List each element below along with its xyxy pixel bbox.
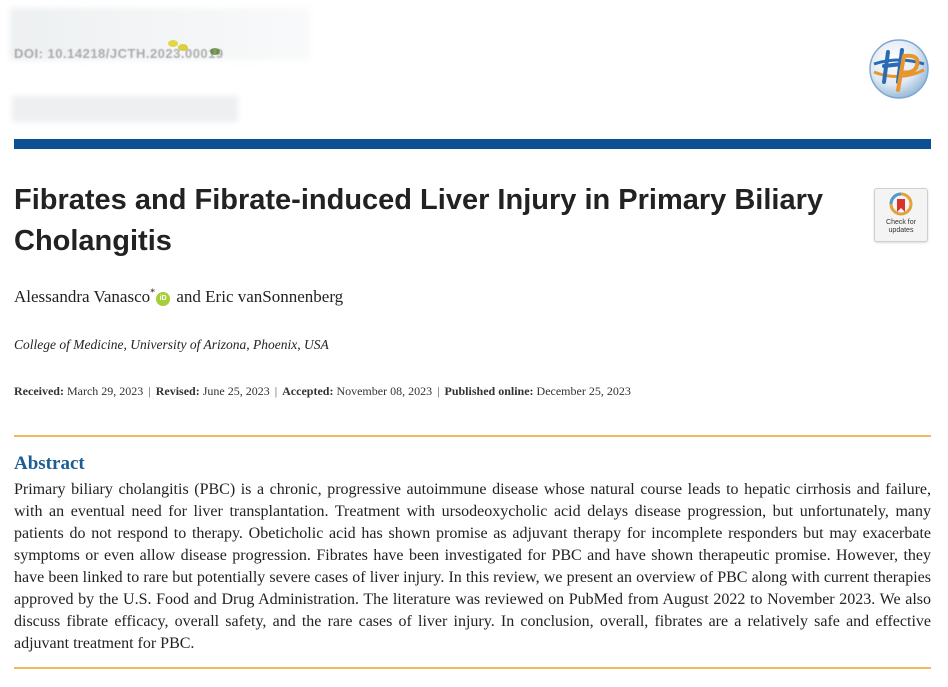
abstract-text: Primary biliary cholangitis (PBC) is a chronic, progressive autoimmune disease whose natural course leads to hepatic cirrhosis and failure, with an eventual need for liver transplantation. Treatment with ursodeoxycholic acid delays disease progression, but unfortunately, many patients do not respond to therapy. Obeticholic acid has shown promise as adjuvant therapy for incomplete responders but may exacerbate symptoms or even allow disease progression. Fibrates have been investigated for PBC and have shown therapeutic promise. However, they have been linked to rare but potentially severe cases of liver injury. In this review, we present an overview of PBC along with current therapies approved by the U.S. Food and Drug Administration. The literature was reviewed on PubMed from August 2022 to November 2023. We also discuss fibrate efficacy, overall safety, and the rare cases of liver injury. In conclusion, overall, fibrates are a relatively safe and effective adjuvant treatment for PBC. [14, 481, 931, 652]
published-label: Published online: [444, 384, 534, 398]
revised-label: Revised: [155, 384, 200, 398]
affiliation: College of Medicine, University of Arizona, Phoenix, USA [14, 337, 329, 352]
check-for-updates-icon [889, 192, 913, 218]
check-for-updates-line1: Check for [886, 219, 916, 226]
date-separator: | [148, 384, 151, 398]
date-separator: | [437, 384, 440, 398]
date-separator: | [274, 384, 278, 398]
abstract-bottom-rule [14, 667, 931, 669]
author-connector: and [176, 287, 201, 306]
orcid-icon[interactable]: iD [156, 292, 170, 306]
article-title: Fibrates and Fibrate-induced Liver Injury in Primary Biliary Cholangitis [14, 184, 823, 257]
author-name[interactable]: Alessandra Vanasco [14, 287, 151, 306]
accepted-date: November 08, 2023 [336, 384, 433, 398]
doi-text: DOI: 10.14218/JCTH.2023.00019 [14, 46, 224, 61]
author-list [14, 287, 343, 307]
article-dates [14, 384, 631, 399]
abstract-heading: Abstract [14, 453, 85, 474]
revised-date: June 25, 2023 [202, 384, 270, 398]
abstract-top-rule [14, 435, 931, 437]
received-date: March 29, 2023 [66, 384, 144, 398]
accepted-label: Accepted: [282, 384, 334, 398]
header-divider-bar [14, 139, 931, 149]
received-label: Received: [14, 384, 64, 398]
check-for-updates-line2: updates [888, 227, 914, 234]
blurred-subheader-area [12, 96, 238, 122]
author-name[interactable]: Eric vanSonnenberg [205, 287, 344, 306]
check-for-updates-label [875, 219, 927, 235]
published-date: December 25, 2023 [536, 384, 631, 398]
corresponding-author-mark: * [150, 287, 156, 299]
check-for-updates-button[interactable] [874, 188, 928, 242]
hp-globe-logo-icon [868, 38, 930, 100]
